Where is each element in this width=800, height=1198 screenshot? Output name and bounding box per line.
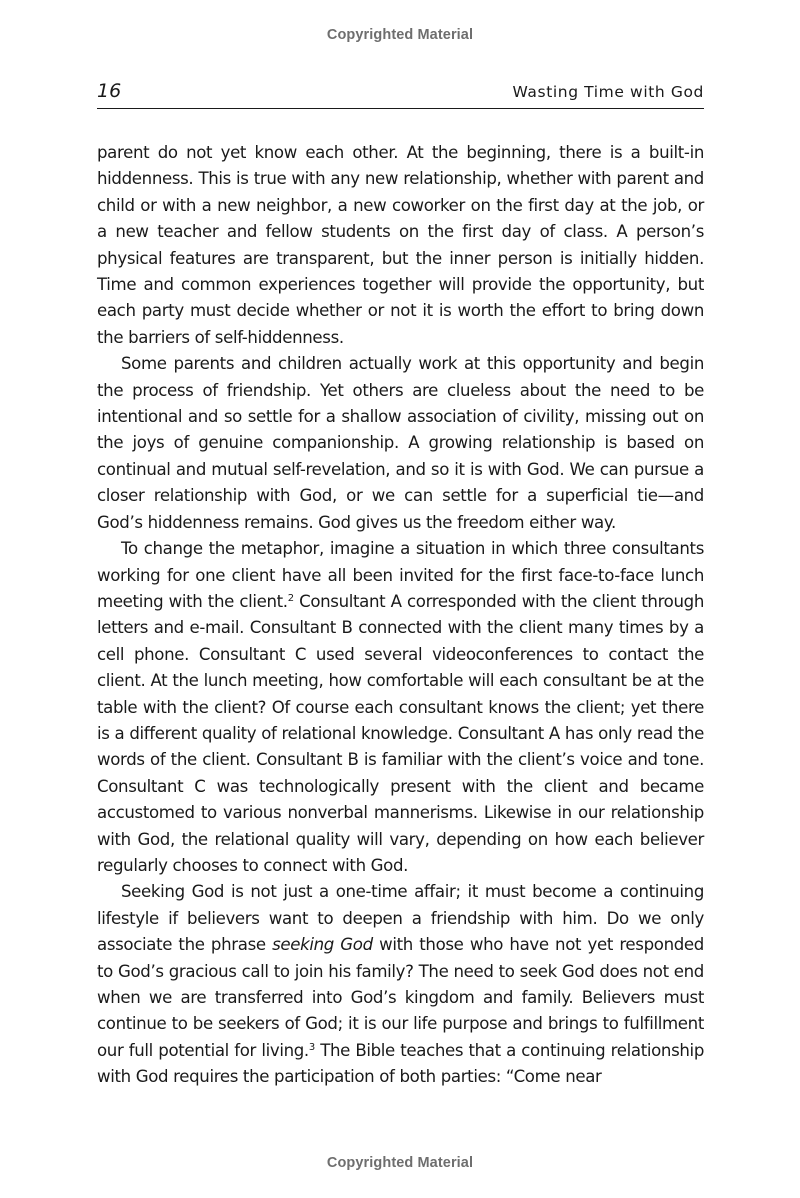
- footnote-ref: 2: [287, 592, 294, 604]
- page-number: 16: [97, 80, 122, 102]
- text-run: parent do not yet know each other. At the beginning, there is a built-in hiddenness. This is true with any new relationship, whether with parent and child or with a new neighbor, a new coworker on the first day at the job, or a new teacher and fellow students on the first day of class. A person’s physical features are transparent, but the inner person is initially hidden. Time and common experiences together will provide the opportunity, but each party must decide whether or not it is worth the effort to bring down the barriers of self-hiddenness.: [97, 143, 704, 347]
- paragraph: [97, 879, 704, 1090]
- copyright-watermark-bottom: Copyrighted Material: [326, 1155, 474, 1171]
- text-run: Consultant A corresponded with the client through letters and e-mail. Consultant B connected with the client many times by a cell phone. Consultant C used several videoconferences to contact the client. At the lunch meeting, how comfortable will each consultant be at the table with the client? Of course each consultant knows the client; yet there is a different quality of relational knowledge. Consultant A has only read the words of the client. Consultant B is familiar with the client’s voice and tone. Consultant C was technologically present with the client and became accustomed to various nonverbal mannerisms. Likewise in our relationship with God, the relational quality will vary, depending on how each believer regularly chooses to connect with God.: [97, 591, 705, 875]
- body-text: [97, 140, 704, 1091]
- text-run: Seeking God is not just a one-time affair; it must become a continuing lifestyle if believers want to deepen a friendship with him. Do we only associate the phrase: [97, 882, 704, 955]
- text-run: To change the metaphor, imagine a situation in which three consultants working for one client have all been invited for the first face-to-face lunch meeting with the client.: [97, 539, 704, 611]
- running-title: Wasting Time with God: [512, 83, 704, 101]
- text-run: The Bible teaches that a continuing relationship with God requires the participation of both parties: “Come near: [97, 1040, 704, 1087]
- paragraph: [97, 351, 704, 536]
- paragraph: [97, 140, 704, 351]
- text-run: Some parents and children actually work at this opportunity and begin the process of friendship. Yet others are clueless about the need to be intentional and so settle for a shallow association of civility, missing out on the joys of genuine companionship. A growing relationship is based on continual and mutual self-revelation, and so it is with God. We can pursue a closer relationship with God, or we can settle for a superficial tie—and God’s hiddenness remains. God gives us the freedom either way.: [97, 354, 704, 532]
- running-head: [97, 78, 704, 109]
- copyright-watermark-top: Copyrighted Material: [326, 27, 474, 43]
- footnote-ref: 3: [308, 1041, 315, 1053]
- emphasis: seeking God: [272, 935, 373, 955]
- paragraph: [97, 536, 704, 879]
- text-run: with those who have not yet responded to God’s gracious call to join his family? The need to seek God does not end when we are transferred into God’s kingdom and family. Believers must continue to be seekers of God; it is our life purpose and brings to fulfillment our full potential for living.: [97, 935, 704, 1060]
